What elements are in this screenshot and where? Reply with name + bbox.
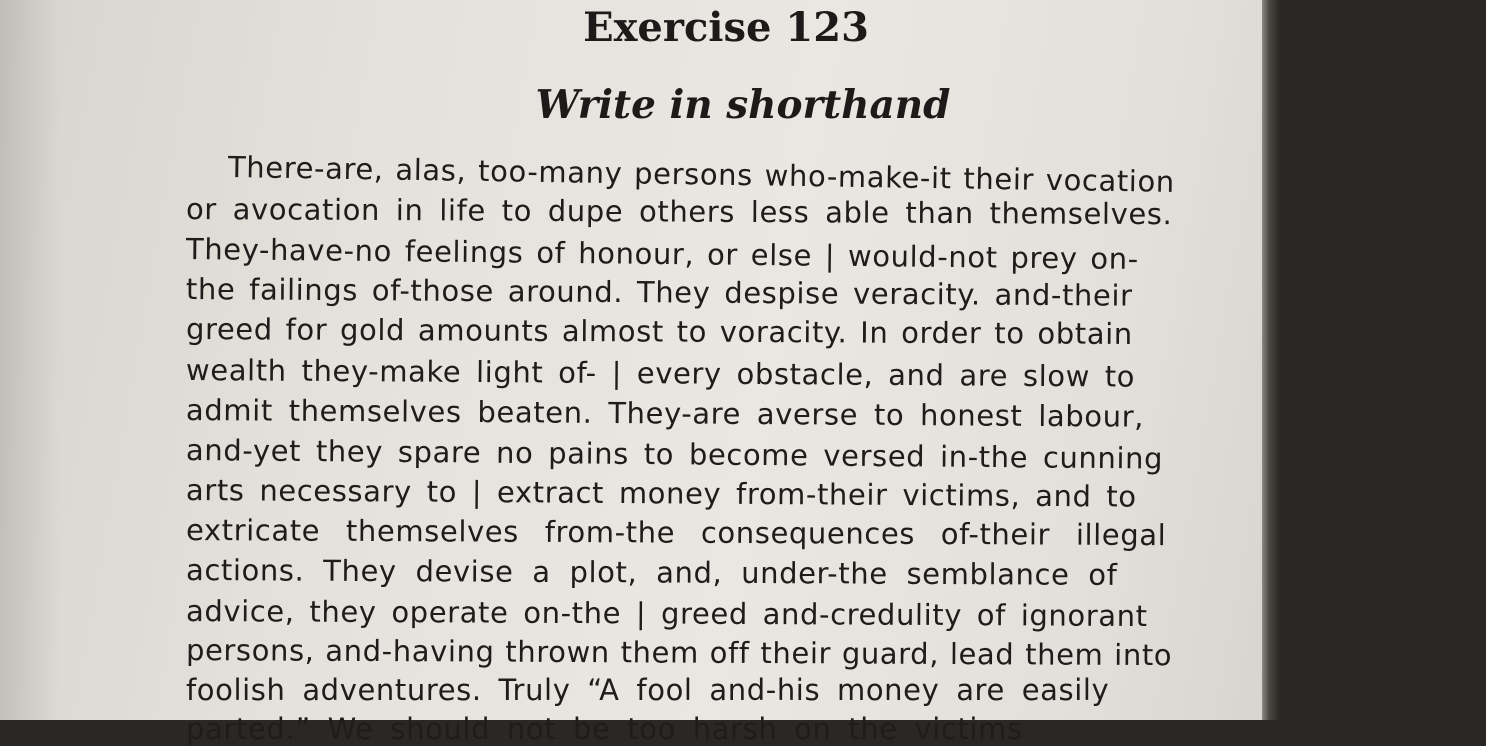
passage-line: They-have-no feelings of honour, or else | would-not prey on- [185, 232, 1139, 276]
passage-line: persons, and-having thrown them off their guard, lead them into [185, 633, 1173, 673]
passage-line: foolish adventures. Truly “A fool and-his money are easily [186, 673, 1110, 707]
passage-line: arts necessary to | extract money from-their victims, and to [185, 473, 1137, 514]
exercise-instruction: Write in shorthand [535, 82, 951, 128]
passage-line: or avocation in life to dupe others less able than themselves. [185, 192, 1173, 232]
passage-line: actions. They devise a plot, and, under-the semblance of [185, 553, 1118, 592]
passage-line: and-yet they spare no pains to become versed in-the cunning [185, 433, 1164, 476]
passage-line: There-are, alas, too-many persons who-make-it their vocation [227, 150, 1176, 199]
passage-line: extricate themselves from-the consequences of-their illegal [185, 513, 1167, 553]
passage-line: admit themselves beaten. They-are averse to honest labour, [185, 393, 1145, 434]
passage-line: parted.” We should not be too harsh on the victims [186, 712, 1023, 746]
book-spine-edge [1262, 0, 1280, 720]
passage-line: wealth they-make light of- | every obstacle, and are slow to [185, 353, 1136, 394]
passage-line: the failings of-those around. They despise veracity. and-their [185, 272, 1133, 313]
passage-line: greed for gold amounts almost to voracity. In order to obtain [185, 312, 1133, 351]
passage-line: advice, they operate on-the | greed and-credulity of ignorant [185, 594, 1148, 634]
exercise-title: Exercise 123 [583, 4, 869, 51]
